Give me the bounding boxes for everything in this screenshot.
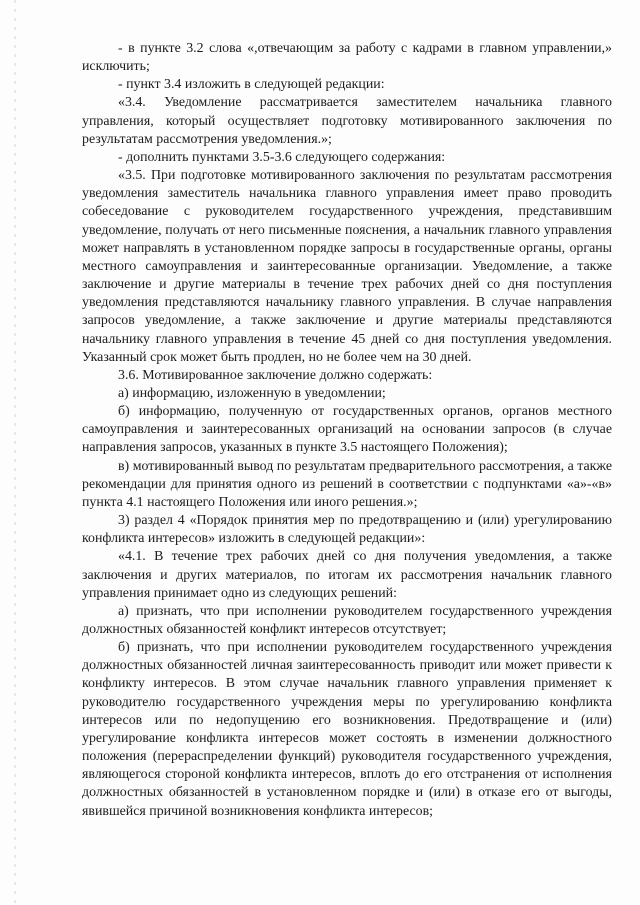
paragraph-3-5-text: «3.5. При подготовке мотивированного заключения по результатам рассмотрения уведомления заместитель начальника главного управления имеет право проводить собеседование с руководителем государственного учреждения, представившим уведомление, получать от него письменные пояснения, а начальник главного управления может направлять в установленном порядке запросы в государственные органы, органы местного самоуправления и заинтересованные организации. Уведомление, а также заключение и другие материалы в течение трех рабочих дней со дня поступления уведомления представляются начальнику главного управления. В случае направления запросов уведомление, а также заключение и другие материалы представляются начальнику главного управления в течение 45 дней со дня поступления уведомления. Указанный срок может быть продлен, но не более чем на 30 дней. <box>82 168 612 365</box>
paragraph-4-1-item-a: а) признать, что при исполнении руководителем государственного учреждения должностных обязанностей конфликт интересов отсутствует; <box>82 603 612 637</box>
scan-edge-mark <box>14 0 16 905</box>
document-body <box>82 40 612 821</box>
paragraph-3-6-item-a: а) информацию, изложенную в уведомлении; <box>118 385 386 401</box>
paragraph-4-1-text: «4.1. В течение трех рабочих дней со дня получения уведомления, а также заключения и других материалов, по итогам их рассмотрения начальник главного управления принимает одно из следующих решений: <box>82 549 612 601</box>
paragraph-3-6-heading: 3.6. Мотивированное заключение должно содержать: <box>118 367 433 383</box>
paragraph-3-6-item-v: в) мотивированный вывод по результатам предварительного рассмотрения, а также рекомендации для принятия одного из решений в соответствии с подпунктами «а»-«в» пункта 4.1 настоящего Положения или иного решения.»; <box>82 458 612 510</box>
paragraph-3-4-intro: - пункт 3.4 изложить в следующей редакции: <box>118 77 385 93</box>
paragraph-3-4-text: «3.4. Уведомление рассматривается заместителем начальника главного управления, который осуществляет подготовку мотивированного заключения по результатам рассмотрения уведомления.»; <box>82 95 612 147</box>
paragraph-4-1-item-b: б) признать, что при исполнении руководителем государственного учреждения должностных обязанностей личная заинтересованность приводит или может привести к конфликту интересов. В этом случае начальник главного управления применяет к руководителю государственного учреждения меры по урегулированию конфликта интересов или по недопущению его возникновения. Предотвращение и (или) урегулирование конфликта интересов может состоять в изменении должностного положения (перераспределении функций) руководителя государственного учреждения, являющегося стороной конфликта интересов, вплоть до его отстранения от исполнения должностных обязанностей в установленном порядке и (или) в отказе его от выгоды, явившейся причиной возникновения конфликта интересов; <box>82 640 612 819</box>
paragraph-3-6-item-b: б) информацию, полученную от государственных органов, органов местного самоуправления и заинтересованных организаций на основании запросов (в случае направления запросов, указанных в пункте 3.5 настоящего Положения); <box>82 404 612 456</box>
paragraph-3-5-intro: - дополнить пунктами 3.5-3.6 следующего содержания: <box>118 149 446 165</box>
paragraph-section-4-intro: 3) раздел 4 «Порядок принятия мер по предотвращению и (или) урегулированию конфликта интересов» изложить в следующей редакции»: <box>82 513 612 547</box>
paragraph-3-2-amendment: - в пункте 3.2 слова «,отвечающим за работу с кадрами в главном управлении,» исключить; <box>82 41 612 75</box>
